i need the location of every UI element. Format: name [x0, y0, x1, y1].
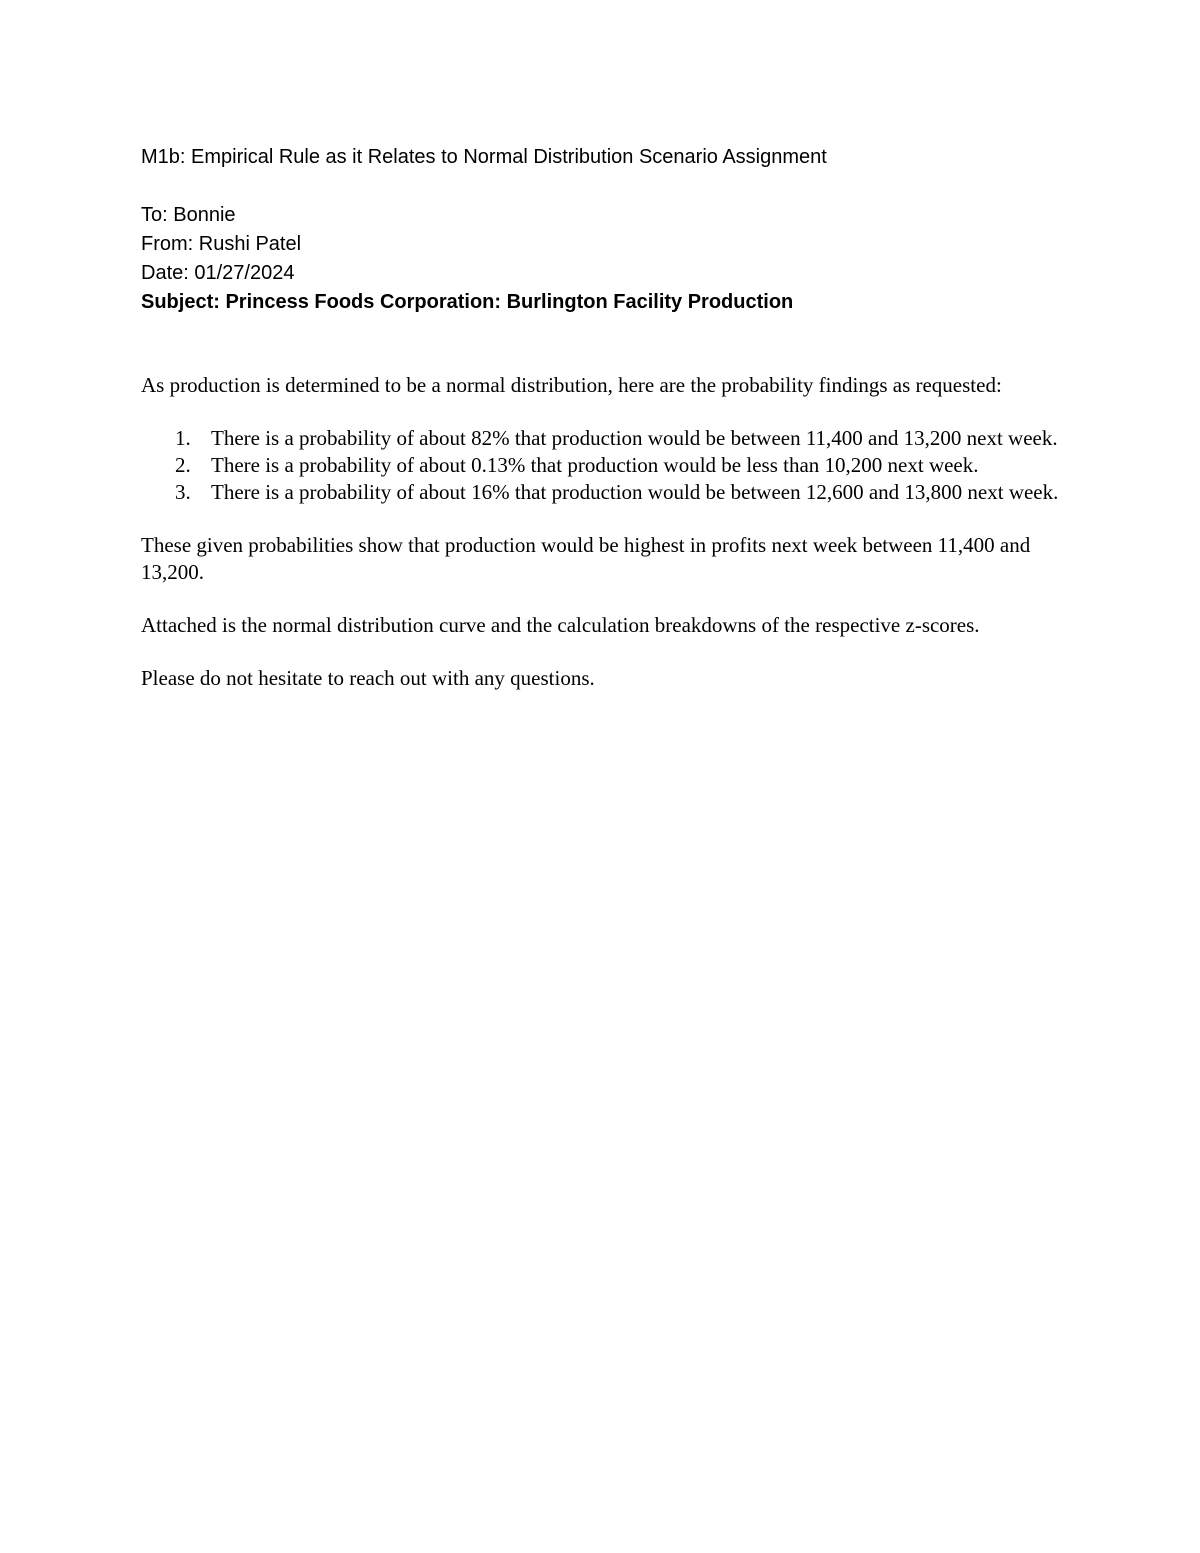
list-item	[141, 425, 1061, 452]
conclusion-paragraph: These given probabilities show that production would be highest in profits next week between 11,400 and 13,200.	[141, 533, 1031, 584]
closing-paragraph: Please do not hesitate to reach out with any questions.	[141, 666, 595, 690]
list-item	[141, 452, 1061, 479]
memo-header	[141, 201, 793, 317]
findings-list	[141, 425, 1061, 506]
attachment-paragraph: Attached is the normal distribution curve and the calculation breakdowns of the respective z-scores.	[141, 613, 980, 637]
list-item-text: There is a probability of about 0.13% that production would be less than 10,200 next week.	[211, 453, 979, 477]
memo-from: From: Rushi Patel	[141, 233, 302, 255]
memo-to: To: Bonnie	[141, 204, 236, 226]
list-item-text: There is a probability of about 82% that production would be between 11,400 and 13,200 next week.	[211, 426, 1058, 450]
memo-body	[141, 372, 1061, 692]
intro-paragraph: As production is determined to be a normal distribution, here are the probability findings as requested:	[141, 373, 1002, 397]
list-item	[141, 479, 1061, 506]
list-item-number: 1.	[175, 426, 191, 450]
list-item-text: There is a probability of about 16% that production would be between 12,600 and 13,800 next week.	[211, 480, 1059, 504]
memo-subject: Subject: Princess Foods Corporation: Burlington Facility Production	[141, 291, 794, 313]
memo-date: Date: 01/27/2024	[141, 262, 295, 284]
document-title: M1b: Empirical Rule as it Relates to Normal Distribution Scenario Assignment	[141, 146, 827, 168]
list-item-number: 2.	[175, 453, 191, 477]
list-item-number: 3.	[175, 480, 191, 504]
